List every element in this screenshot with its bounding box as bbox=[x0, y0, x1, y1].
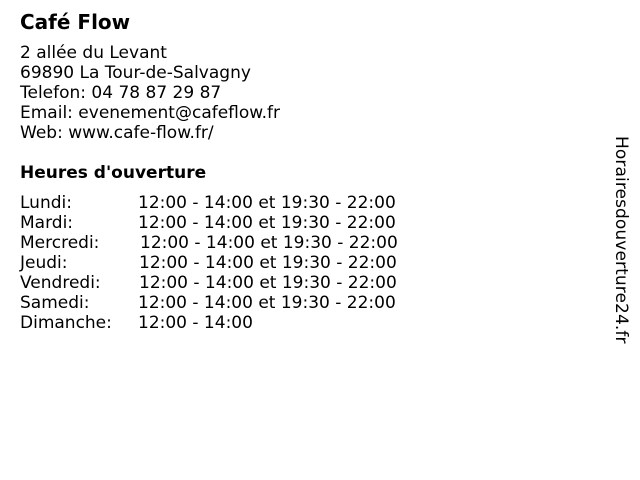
opening-hours-heading: Heures d'ouverture bbox=[20, 163, 207, 183]
hours-time: 12:00 - 14:00 et 19:30 - 22:00 bbox=[139, 273, 397, 293]
hours-time: 12:00 - 14:00 bbox=[138, 313, 253, 333]
hours-time: 12:00 - 14:00 et 19:30 - 22:00 bbox=[140, 233, 398, 253]
address-street: 2 allée du Levant bbox=[20, 43, 167, 63]
address-city: 69890 La Tour-de-Salvagny bbox=[20, 63, 251, 83]
business-name: Café Flow bbox=[20, 10, 131, 34]
web-line: Web: www.cafe-flow.fr/ bbox=[20, 123, 214, 143]
email-line: Email: evenement@cafeflow.fr bbox=[20, 103, 281, 123]
hours-day: Jeudi: bbox=[20, 253, 68, 273]
hours-day: Mercredi: bbox=[20, 233, 100, 253]
hours-time: 12:00 - 14:00 et 19:30 - 22:00 bbox=[138, 193, 396, 213]
hours-day: Mardi: bbox=[20, 213, 74, 233]
hours-time: 12:00 - 14:00 et 19:30 - 22:00 bbox=[139, 253, 397, 273]
hours-day: Dimanche: bbox=[20, 313, 112, 333]
hours-day: Vendredi: bbox=[20, 273, 101, 293]
site-watermark: Horairesdouverture24.fr bbox=[611, 136, 631, 344]
hours-day: Samedi: bbox=[20, 293, 90, 313]
hours-day: Lundi: bbox=[20, 193, 72, 213]
hours-time: 12:00 - 14:00 et 19:30 - 22:00 bbox=[138, 293, 396, 313]
address-block bbox=[20, 43, 280, 143]
hours-time: 12:00 - 14:00 et 19:30 - 22:00 bbox=[138, 213, 396, 233]
phone-line: Telefon: 04 78 87 29 87 bbox=[20, 83, 222, 103]
